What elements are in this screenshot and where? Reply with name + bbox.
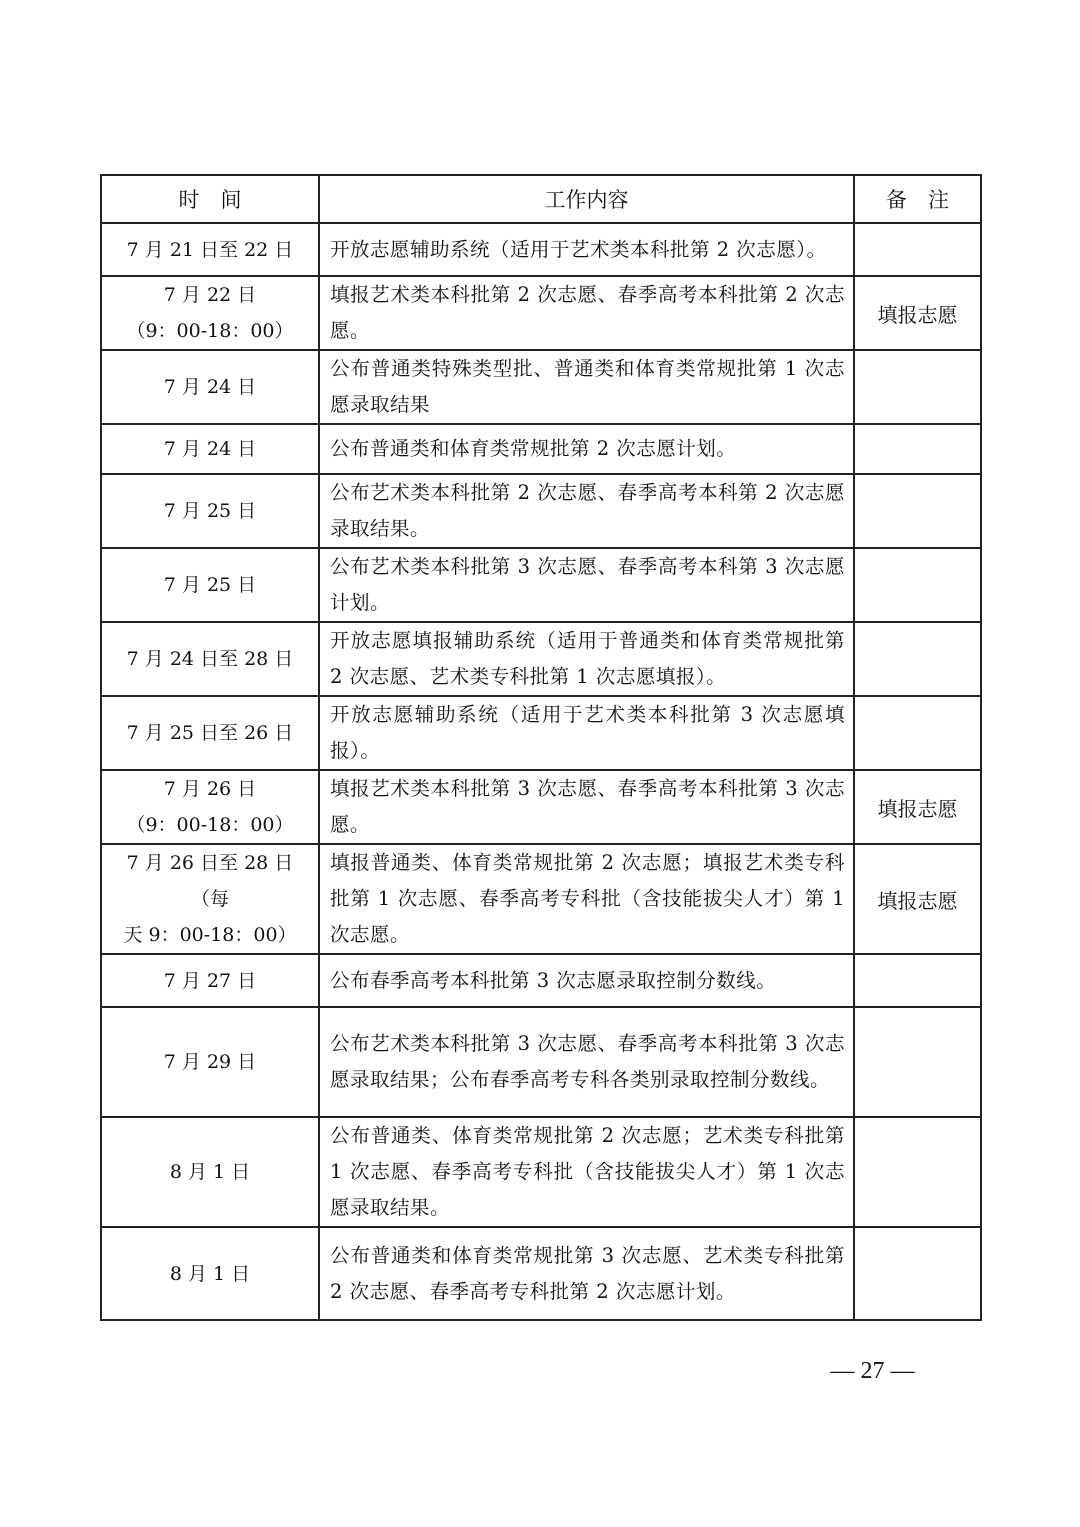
table-row bbox=[101, 622, 981, 696]
table-row bbox=[101, 770, 981, 844]
time-cell bbox=[101, 1007, 319, 1117]
table-row bbox=[101, 548, 981, 622]
content-cell: 填报普通类、体育类常规批第 2 次志愿；填报艺术类专科批第 1 次志愿、春季高考专科批（含技能拔尖人才）第 1 次志愿。 bbox=[319, 844, 854, 954]
time-line: 7 月 29 日 bbox=[163, 1051, 257, 1073]
note-cell bbox=[854, 1227, 981, 1320]
time-line: （9：00-18：00） bbox=[126, 320, 294, 342]
note-cell bbox=[854, 1117, 981, 1227]
time-line: 7 月 22 日 bbox=[163, 284, 257, 306]
time-cell bbox=[101, 548, 319, 622]
time-cell bbox=[101, 1117, 319, 1227]
time-cell bbox=[101, 1227, 319, 1320]
time-line: （9：00-18：00） bbox=[126, 814, 294, 836]
content-cell: 公布普通类和体育类常规批第 3 次志愿、艺术类专科批第 2 次志愿、春季高考专科批第 2 次志愿计划。 bbox=[319, 1227, 854, 1320]
time-line: 7 月 25 日 bbox=[163, 500, 257, 522]
time-cell bbox=[101, 424, 319, 474]
content-cell: 公布普通类特殊类型批、普通类和体育类常规批第 1 次志愿录取结果 bbox=[319, 350, 854, 424]
header-note: 备 注 bbox=[854, 175, 981, 223]
time-cell bbox=[101, 770, 319, 844]
page-number: — 27 — bbox=[830, 1358, 915, 1384]
note-cell bbox=[854, 954, 981, 1007]
content-cell: 公布艺术类本科批第 2 次志愿、春季高考本科第 2 次志愿录取结果。 bbox=[319, 474, 854, 548]
note-cell bbox=[854, 223, 981, 276]
time-cell bbox=[101, 954, 319, 1007]
header-content: 工作内容 bbox=[319, 175, 854, 223]
table-row bbox=[101, 954, 981, 1007]
header-row bbox=[101, 175, 981, 223]
time-cell bbox=[101, 276, 319, 350]
time-cell bbox=[101, 622, 319, 696]
time-line: 7 月 26 日 bbox=[163, 778, 257, 800]
content-cell: 公布普通类、体育类常规批第 2 次志愿；艺术类专科批第 1 次志愿、春季高考专科批（含技能拔尖人才）第 1 次志愿录取结果。 bbox=[319, 1117, 854, 1227]
header-time: 时 间 bbox=[101, 175, 319, 223]
table-row bbox=[101, 350, 981, 424]
note-cell bbox=[854, 622, 981, 696]
table-row bbox=[101, 276, 981, 350]
note-cell: 填报志愿 bbox=[854, 770, 981, 844]
table-row bbox=[101, 1007, 981, 1117]
time-line: 8 月 1 日 bbox=[169, 1262, 251, 1285]
table-row bbox=[101, 1117, 981, 1227]
table-row bbox=[101, 424, 981, 474]
time-cell bbox=[101, 696, 319, 770]
table-row bbox=[101, 696, 981, 770]
time-line: 7 月 25 日 bbox=[163, 574, 257, 596]
time-cell bbox=[101, 474, 319, 548]
note-cell bbox=[854, 424, 981, 474]
content-cell: 公布艺术类本科批第 3 次志愿、春季高考本科批第 3 次志愿录取结果；公布春季高考专科各类别录取控制分数线。 bbox=[319, 1007, 854, 1117]
note-cell bbox=[854, 548, 981, 622]
time-line: 7 月 25 日至 26 日 bbox=[126, 722, 294, 744]
table-body bbox=[101, 223, 981, 1320]
table-row bbox=[101, 474, 981, 548]
note-cell bbox=[854, 474, 981, 548]
table-row bbox=[101, 223, 981, 276]
content-cell: 填报艺术类本科批第 2 次志愿、春季高考本科批第 2 次志愿。 bbox=[319, 276, 854, 350]
time-line: 7 月 27 日 bbox=[163, 969, 257, 992]
time-line: 8 月 1 日 bbox=[169, 1161, 251, 1183]
time-line: 天 9：00-18：00） bbox=[123, 924, 297, 946]
schedule-table bbox=[100, 174, 982, 1321]
content-cell: 公布普通类和体育类常规批第 2 次志愿计划。 bbox=[319, 424, 854, 474]
note-cell: 填报志愿 bbox=[854, 276, 981, 350]
note-cell: 填报志愿 bbox=[854, 844, 981, 954]
content-cell: 公布艺术类本科批第 3 次志愿、春季高考本科第 3 次志愿计划。 bbox=[319, 548, 854, 622]
note-cell bbox=[854, 1007, 981, 1117]
time-cell bbox=[101, 223, 319, 276]
content-cell: 开放志愿辅助系统（适用于艺术类本科批第 3 次志愿填报）。 bbox=[319, 696, 854, 770]
time-line: 7 月 24 日至 28 日 bbox=[126, 648, 294, 670]
content-cell: 填报艺术类本科批第 3 次志愿、春季高考本科批第 3 次志愿。 bbox=[319, 770, 854, 844]
table-row bbox=[101, 1227, 981, 1320]
table-row bbox=[101, 844, 981, 954]
time-line: 7 月 24 日 bbox=[163, 376, 257, 398]
note-cell bbox=[854, 696, 981, 770]
content-cell: 开放志愿辅助系统（适用于艺术类本科批第 2 次志愿）。 bbox=[319, 223, 854, 276]
time-cell bbox=[101, 844, 319, 954]
time-line: 7 月 21 日至 22 日 bbox=[126, 238, 294, 261]
time-cell bbox=[101, 350, 319, 424]
content-cell: 开放志愿填报辅助系统（适用于普通类和体育类常规批第 2 次志愿、艺术类专科批第 1 次志愿填报）。 bbox=[319, 622, 854, 696]
note-cell bbox=[854, 350, 981, 424]
time-line: 7 月 26 日至 28 日（每 bbox=[126, 852, 294, 910]
content-cell: 公布春季高考本科批第 3 次志愿录取控制分数线。 bbox=[319, 954, 854, 1007]
time-line: 7 月 24 日 bbox=[163, 438, 257, 460]
